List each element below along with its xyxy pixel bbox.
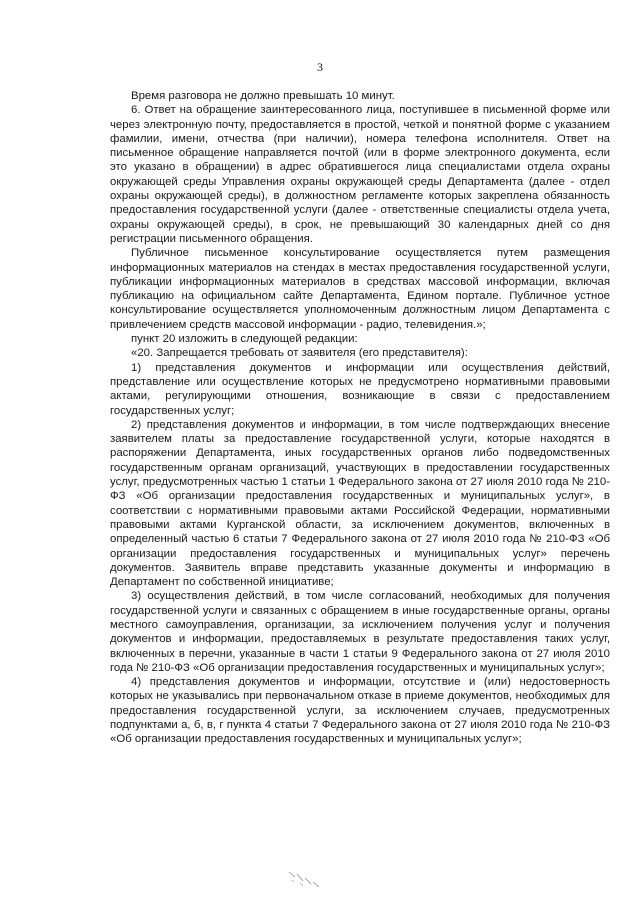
paragraph-public-consulting: Публичное письменное консультирование осуществляется путем размещения информационных материалов на стендах в местах предоставления государственной услуги, публикации информационных материалов в средствах массовой информации, включая публикацию на официальном сайте Департамента, Едином портале. Публичное устное консультирование осуществляется уполномоченным должностным лицом Департамента с привлечением средств массовой информации - радио, телевидения.»; — [110, 247, 610, 331]
paragraph-subitem-2: 2) представления документов и информации, в том числе подтверждающих внесение заявителем платы за предоставление государственной услуги, которые находятся в распоряжении Департамента, иных государственных органов либо подведомственных государственным органам организаций, участвующих в предоставлении государственных услуг, предусмотренных частью 1 статьи 1 Федерального закона от 27 июля 2010 года № 210-ФЗ «Об организации предоставления государственных и муниципальных услуг», в соответствии с нормативными правовыми актами Российской Федерации, нормативными правовыми актами Курганской области, за исключением документов, включенных в определенный частью 6 статьи 7 Федерального закона от 27 июля 2010 года № 210-ФЗ «Об организации предоставления государственных и муниципальных услуг» перечень документов. Заявитель вправе представить указанные документы и информацию в Департамент по собственной инициативе; — [110, 418, 610, 589]
paragraph-call-duration: Время разговора не должно превышать 10 минут. — [131, 90, 395, 102]
paragraph-subitem-3: 3) осуществления действий, в том числе согласований, необходимых для получения государственной услуги и связанных с обращением в иные государственные органы, органы местного самоуправления, организации, за исключением получения услуг и получения документов и информации, предоставляемых в результате предоставления таких услуг, включенных в перечни, указанные в части 1 статьи 9 Федерального закона от 27 июля 2010 года № 210-ФЗ «Об организации предоставления государственных и муниципальных услуг»; — [110, 590, 610, 674]
paragraph-subitem-4: 4) представления документов и информации, отсутствие и (или) недостоверность которых не указывались при первоначальном отказе в приеме документов, необходимых для предоставления государственной услуги, за исключением случаев, предусмотренных подпунктами а, б, в, г пункта 4 статьи 7 Федерального закона от 27 июля 2010 года № 210-ФЗ «Об организации предоставления государственных и муниципальных услуг»; — [110, 676, 610, 746]
paragraph-item-6: 6. Ответ на обращение заинтересованного лица, поступившее в письменной форме или через электронную почту, предоставляется в простой, четкой и понятной форме с указанием фамилии, имени, отчества (при наличии), номера телефона исполнителя. Ответ на письменное обращение направляется почтой (или в форме электронного документа, если это указано в обращении) в адрес обратившегося лица специалистами отдела охраны окружающей среды Управления охраны окружающей среды Департамента (далее - отдел охраны окружающей среды), в должностном регламенте которых закреплена обязанность предоставления государственной услуги (далее - ответственные специалисты отдела учета, охраны окружающей среды), в срок, не превышающий 30 календарных дней со дня регистрации письменного обращения. — [110, 104, 610, 245]
document-body — [110, 89, 610, 747]
scan-artifact-mark — [285, 868, 325, 890]
paragraph-amend-item-20: пункт 20 изложить в следующей редакции: — [131, 333, 358, 346]
paragraph-subitem-1: 1) представления документов и информации или осуществления действий, представление или осуществление которых не предусмотрено нормативными правовыми актами, регулирующими отношения, возникающие в связи с предоставлением государственных услуг; — [110, 361, 610, 417]
paragraph-item-20-header: «20. Запрещается требовать от заявителя (его представителя): — [131, 347, 468, 360]
page-number: 3 — [317, 60, 323, 74]
